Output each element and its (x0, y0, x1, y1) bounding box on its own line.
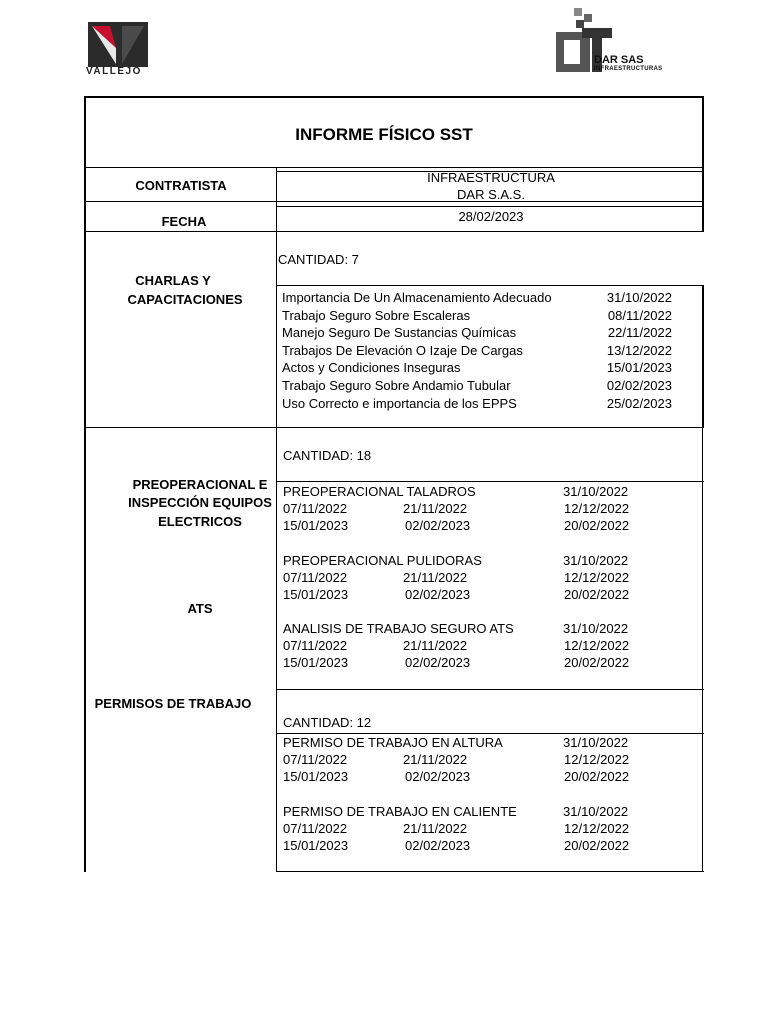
preop-group-date: 12/12/2022 (564, 569, 630, 585)
title-divider (84, 167, 704, 168)
permiso-group-date: 02/02/2023 (405, 769, 471, 784)
charla-name: Manejo Seguro De Sustancias Químicas (282, 325, 517, 341)
preop-group-date: 20/02/2022 (564, 586, 630, 602)
dar-sas-sub: INFRAESTRUCTURAS (594, 66, 663, 72)
permiso-group-date: 31/10/2022 (563, 735, 629, 750)
dar-sas-name: DAR SAS (594, 54, 644, 66)
preop-group-date: 21/11/2022 (403, 569, 468, 585)
preop-group-date: 31/10/2022 (563, 621, 629, 636)
charla-name: Trabajos De Elevación O Izaje De Cargas (282, 342, 523, 358)
fecha-value-top (276, 206, 704, 207)
fecha-divider (84, 231, 704, 232)
charla-name: Actos y Condiciones Inseguras (282, 360, 461, 376)
preop-cantidad-divider (276, 481, 704, 482)
charla-date: 15/01/2023 (606, 360, 672, 376)
permiso-group-date: 15/01/2023 (283, 837, 349, 853)
charlas-label-line2: CAPACITACIONES (127, 292, 243, 307)
permiso-group-date: 07/11/2022 (283, 752, 348, 767)
right-border-bottom (702, 427, 703, 872)
preop-group-date: 20/02/2022 (564, 655, 630, 670)
preop-group-date: 02/02/2023 (405, 586, 471, 602)
charlas-cantidad-divider (276, 285, 704, 286)
preop-label-line3: ELECTRICOS (158, 514, 242, 529)
preop-group-date: 07/11/2022 (283, 638, 348, 653)
preop-group-date: 21/11/2022 (403, 501, 468, 516)
preop-label-line2: INSPECCIÓN EQUIPOS (128, 495, 272, 510)
preop-group-date: 07/11/2022 (283, 501, 348, 516)
preop-group-name: ANALISIS DE TRABAJO SEGURO ATS (283, 621, 514, 636)
contratista-label: CONTRATISTA (135, 178, 227, 193)
permiso-group-date: 20/02/2022 (564, 769, 630, 784)
contratista-value-line1: INFRAESTRUCTURA (427, 170, 555, 185)
contratista-value-line2: DAR S.A.S. (457, 187, 525, 202)
permiso-group-name: PERMISO DE TRABAJO EN CALIENTE (283, 803, 517, 819)
preop-group-date: 07/11/2022 (283, 569, 348, 585)
permiso-group-date: 15/01/2023 (283, 769, 349, 784)
permiso-group-date: 02/02/2023 (405, 837, 471, 853)
table-top-border (84, 96, 704, 98)
charlas-divider (84, 427, 704, 428)
preop-group-date: 02/02/2023 (405, 518, 471, 533)
permiso-group-date: 21/11/2022 (403, 820, 468, 836)
preop-group-date: 21/11/2022 (403, 638, 468, 653)
charla-date: 31/10/2022 (606, 290, 672, 305)
charla-name: Importancia De Un Almacenamiento Adecuado (282, 290, 552, 305)
charlas-right-border (702, 285, 704, 428)
permiso-group-date: 20/02/2022 (564, 837, 630, 853)
preop-group-name: PREOPERACIONAL TALADROS (283, 484, 476, 499)
preop-group-date: 12/12/2022 (564, 638, 630, 653)
charla-date: 02/02/2023 (606, 378, 672, 393)
preop-group-date: 15/01/2023 (283, 518, 349, 533)
charla-date: 22/11/2022 (607, 325, 672, 341)
permiso-group-name: PERMISO DE TRABAJO EN ALTURA (283, 735, 503, 750)
permiso-group-date: 07/11/2022 (283, 820, 348, 836)
permiso-group-date: 21/11/2022 (403, 752, 468, 767)
permisos-label: PERMISOS DE TRABAJO (94, 696, 252, 711)
preop-group-date: 02/02/2023 (405, 655, 471, 670)
charla-date: 13/12/2022 (606, 342, 672, 358)
preop-group-date: 15/01/2023 (283, 586, 349, 602)
fecha-label: FECHA (161, 214, 207, 229)
charla-name: Uso Correcto e importancia de los EPPS (282, 395, 517, 411)
page-title: INFORME FÍSICO SST (295, 125, 473, 144)
charla-date: 25/02/2023 (606, 395, 672, 411)
permisos-cantidad: CANTIDAD: 12 (283, 715, 372, 730)
preop-group-date: 15/01/2023 (283, 655, 349, 670)
vallejo-logo-text: VALLEJO (86, 66, 142, 77)
preop-label-line1: PREOPERACIONAL E (132, 477, 268, 492)
preop-group-date: 20/02/2022 (564, 518, 630, 533)
permiso-group-date: 31/10/2022 (563, 803, 629, 819)
preop-cantidad: CANTIDAD: 18 (283, 448, 372, 463)
preop-group-date: 12/12/2022 (564, 501, 630, 516)
permiso-group-date: 12/12/2022 (564, 752, 630, 767)
preop-bottom-divider (276, 689, 704, 690)
fecha-value: 28/02/2023 (458, 209, 524, 224)
preop-group-date: 31/10/2022 (563, 552, 629, 568)
ats-label: ATS (187, 601, 213, 616)
charlas-cantidad: CANTIDAD: 7 (278, 252, 359, 267)
dar-sas-logo-text (594, 56, 662, 74)
permisos-cantidad-divider (276, 733, 704, 734)
table-bottom-border (276, 871, 704, 872)
charla-date: 08/11/2022 (607, 307, 672, 323)
charla-name: Trabajo Seguro Sobre Andamio Tubular (282, 378, 511, 393)
charlas-label-line1: CHARLAS Y (135, 273, 211, 288)
preop-group-name: PREOPERACIONAL PULIDORAS (283, 552, 482, 568)
permiso-group-date: 12/12/2022 (564, 820, 630, 836)
preop-group-date: 31/10/2022 (563, 484, 629, 499)
charla-name: Trabajo Seguro Sobre Escaleras (282, 307, 471, 323)
